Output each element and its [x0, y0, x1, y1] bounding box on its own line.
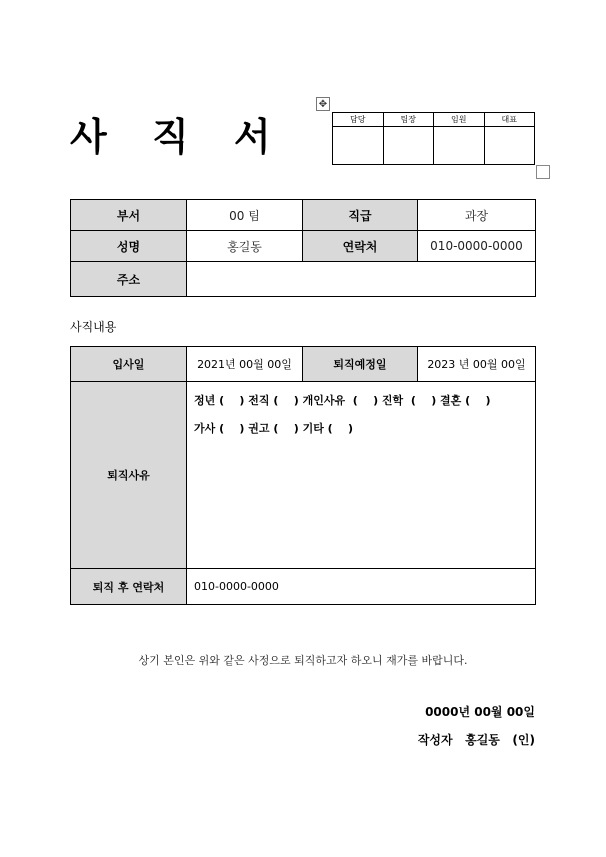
- approval-sign-staff[interactable]: [333, 127, 384, 165]
- contact-value[interactable]: 010-0000-0000: [418, 231, 536, 262]
- after-contact-value[interactable]: 010-0000-0000: [187, 569, 536, 605]
- approval-header-ceo: 대표: [484, 113, 535, 127]
- contact-label: 연락처: [303, 231, 418, 262]
- personal-info-table: [70, 199, 536, 297]
- join-date-label: 입사일: [71, 347, 187, 382]
- join-date-value[interactable]: 2021년 00월 00일: [187, 347, 303, 382]
- approval-table: [332, 112, 535, 165]
- leave-date-value[interactable]: 2023 년 00월 00일: [418, 347, 536, 382]
- reason-label: 퇴직사유: [71, 382, 187, 569]
- approval-header-staff: 담당: [333, 113, 384, 127]
- name-label: 성명: [71, 231, 187, 262]
- approval-header-team-lead: 팀장: [383, 113, 434, 127]
- approval-sign-ceo[interactable]: [484, 127, 535, 165]
- section-label: 사직내용: [70, 320, 117, 334]
- approval-sign-executive[interactable]: [434, 127, 485, 165]
- rank-value[interactable]: 과장: [418, 200, 536, 231]
- resignation-table: [70, 346, 536, 605]
- leave-date-label: 퇴직예정일: [303, 347, 418, 382]
- reason-options-line-2: 가사 ( ) 권고 ( ) 기타 ( ): [194, 422, 354, 435]
- address-label: 주소: [71, 262, 187, 297]
- approval-sign-team-lead[interactable]: [383, 127, 434, 165]
- author-signature: 작성자 홍길동 (인): [417, 733, 535, 747]
- statement-text: 상기 본인은 위와 같은 사정으로 퇴직하고자 하오니 재가를 바랍니다.: [138, 654, 468, 667]
- table-resize-handle[interactable]: [536, 165, 550, 179]
- rank-label: 직급: [303, 200, 418, 231]
- after-contact-label: 퇴직 후 연락처: [71, 569, 187, 605]
- document-date: 0000년 00월 00일: [425, 705, 535, 719]
- dept-value[interactable]: 00 팀: [187, 200, 303, 231]
- reason-options[interactable]: [187, 382, 536, 569]
- dept-label: 부서: [71, 200, 187, 231]
- reason-options-line-1: 정년 ( ) 전직 ( ) 개인사유 ( ) 진학 ( ) 결혼 ( ): [194, 394, 491, 407]
- table-move-icon[interactable]: ✥: [316, 97, 330, 111]
- document-title: 사 직 서: [70, 115, 287, 159]
- address-value[interactable]: [187, 262, 536, 297]
- approval-header-executive: 임원: [434, 113, 485, 127]
- name-value[interactable]: 홍길동: [187, 231, 303, 262]
